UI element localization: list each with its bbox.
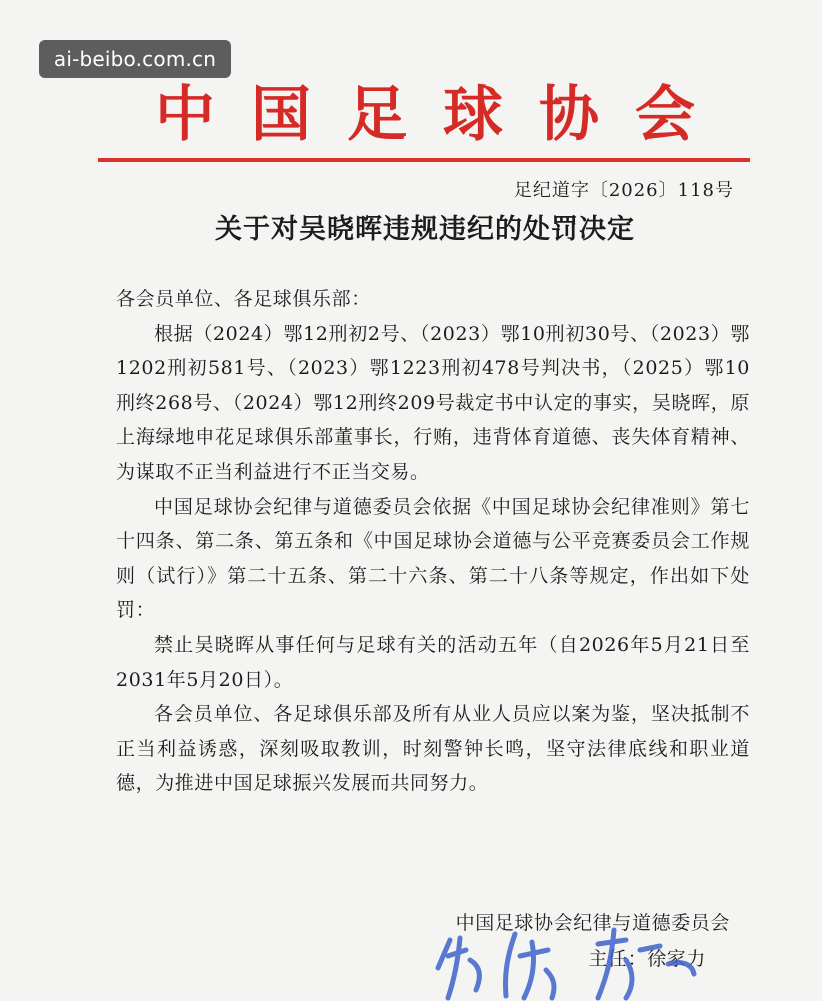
document-number: 足纪道字〔2026〕118号: [513, 180, 734, 201]
paragraph-basis: 中国足球协会纪律与道德委员会依据《中国足球协会纪律准则》第七十四条、第二条、第五条和《中国足球协会道德与公平竞赛委员会工作规则（试行）》第二十五条、第二十六条、第二十八条等规定，作出如下处罚：: [116, 495, 750, 622]
document-body: [116, 282, 750, 801]
watermark-badge: ai-beibo.com.cn: [39, 40, 231, 78]
salutation: 各会员单位、各足球俱乐部：: [116, 288, 371, 310]
paragraph-penalty: 禁止吴晓晖从事任何与足球有关的活动五年（自2026年5月21日至2031年5月20日）。: [116, 633, 750, 691]
chair-name: 主任：徐家力: [588, 948, 706, 970]
organization-title: 中国足球协会: [155, 80, 731, 150]
document-title: 关于对吴晓晖违规违纪的处罚决定: [215, 214, 635, 245]
paragraph-facts: 根据（2024）鄂12刑初2号、（2023）鄂10刑初30号、（2023）鄂1202刑初581号、（2023）鄂1223刑初478号判决书，（2025）鄂10刑终268号、（2024）鄂12刑终209号裁定书中认定的事实，吴晓晖，原上海绿地申花足球俱乐部董事长，行贿，违背体育道德、丧失体育精神、为谋取不正当利益进行不正当交易。: [116, 322, 750, 483]
committee-name: 中国足球协会纪律与道德委员会: [455, 912, 730, 934]
header-divider: [98, 158, 750, 162]
handwritten-signature: [420, 920, 720, 1001]
paragraph-warning: 各会员单位、各足球俱乐部及所有从业人员应以案为鉴，坚决抵制不正当利益诱惑，深刻吸取教训，时刻警钟长鸣，坚守法律底线和职业道德，为推进中国足球振兴发展而共同努力。: [116, 703, 750, 795]
